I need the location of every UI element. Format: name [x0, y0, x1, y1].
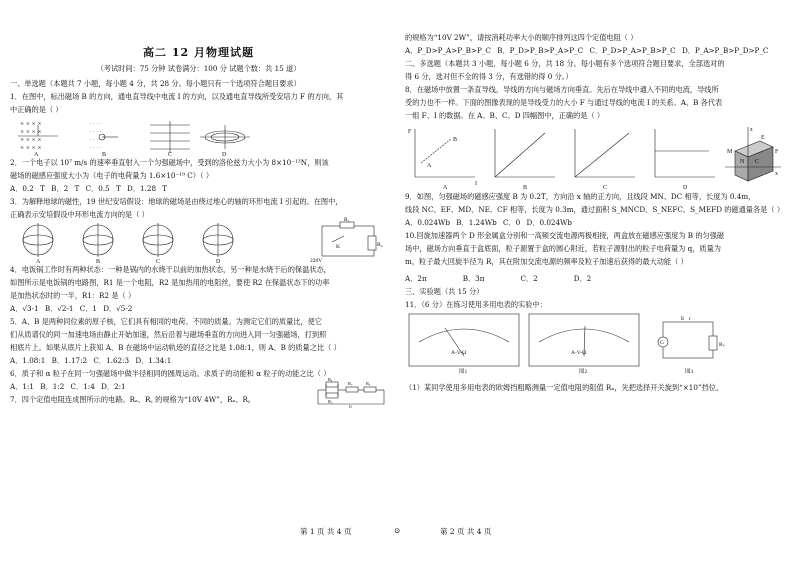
- q10-text-c: m，粒子最大回旋半径为 R，其在附加交流电源的频率及粒子加速后获得的最大动能（ ）: [405, 257, 688, 266]
- exam-title: 高二 12 月物理试题: [143, 46, 254, 59]
- q6-options: A．1:1 B．1:2 C．1:4 D．2:1: [10, 382, 126, 391]
- svg-text:· · · ·: · · · ·: [90, 137, 102, 143]
- q11-circuit-3: [658, 322, 717, 358]
- section-3-heading: 三、实验题（共 15 分）: [405, 287, 484, 296]
- page-divider-mark: ⊙: [394, 526, 401, 535]
- svg-text:· · · ·: · · · ·: [90, 121, 102, 127]
- q3-label-a: A: [36, 259, 41, 265]
- q11-meter-2: [529, 314, 639, 366]
- q9-label-x: x: [775, 171, 778, 177]
- page-2: [397, 0, 794, 561]
- svg-text:· · · ·: · · · ·: [90, 129, 102, 135]
- q4-voltage-label: 220V: [310, 258, 323, 264]
- q10-options: [405, 273, 784, 284]
- q4-text-c: 是加热状态时的一半，R1：R2 是（ ）: [10, 291, 136, 300]
- svg-text:× × × ×: × × × ×: [20, 129, 42, 135]
- q4-k-label: K: [336, 244, 340, 250]
- q3-globe-a: [23, 223, 53, 257]
- q8-text-a: 8．在磁场中放置一条直导线，导线的方向与磁场方向垂直。先后在导线中通入不同的电流，导线所: [405, 85, 719, 94]
- q4-text-a: 4．电饭锅工作时有两种状态：一种是锅内的水烧干以前的加热状态，另一种是水烧干后的保温状态，: [10, 265, 331, 274]
- page-1-footer: 第 1 页 共 4 页: [300, 527, 352, 536]
- q3-text-b: 正确表示安培假设中环形电流方向的是（ ）: [10, 210, 149, 219]
- q9-label-f: F: [775, 149, 779, 155]
- q5-text-c: 相底片上。如果从底片上获知 A、B 在磁场中运动轨迹的直径之比是 1.08:1，则 A、B 的质量之比（ ）: [10, 343, 341, 352]
- q10-option-b: B．3π: [462, 274, 485, 283]
- q3-figure: [10, 217, 386, 265]
- q1-option-b-figure: [90, 121, 118, 151]
- q1-text-a: 1．在图中，标出磁场 B 的方向，通电直导线中电流 I 的方向，以及通电直导线所受安培力 F 的方向，其: [10, 92, 344, 101]
- q7-text-a: 7．四个定值电阻连成图所示的电路。Rₐ、R꜀ 的规格为“10V 4W”，Rₐ、R꜀: [10, 395, 251, 404]
- q2-text-a: 2．一个电子以 10⁷ m/s 的速率垂直射入一个匀强磁场中，受到的洛伦兹力大小为 8×10⁻¹³N，则该: [10, 158, 329, 167]
- q11-label-e: E: [681, 316, 685, 322]
- q11-text-b: （1）某同学使用多用电表的欧姆挡粗略测量一定值电阻的阻值 Rₓ，先把选择开关旋到“×10”挡位，: [405, 383, 724, 392]
- q10-option-c: C．2: [520, 274, 538, 283]
- q10-option-a: A．2π: [405, 274, 427, 283]
- q11-caption-2: 图2: [579, 369, 588, 375]
- q8-point-a: A: [427, 163, 432, 169]
- q1-text-b: 中正确的是（ ）: [10, 105, 63, 114]
- page-2-footer: 第 2 页 共 4 页: [440, 527, 492, 536]
- q9-options: A．0.024Wb B．1.24Wb C．0 D．0.024Wb: [405, 218, 573, 227]
- q8-label-c: C: [603, 185, 608, 191]
- q9-label-m: M: [727, 149, 733, 155]
- q1-option-d-figure: [200, 125, 250, 149]
- svg-text:× × × ×: × × × ×: [20, 137, 42, 143]
- q5-options: A．1.08:1 B．1.17:2 C．1.62:3 D．1.34:1: [10, 356, 172, 365]
- q7-options: A．P_D>P_A>P_B>P_C B．P_D>P_B>P_A>P_C C．P_D>P_A>P_B>P_C D．P_A>P_B>P_D>P_C: [405, 46, 769, 55]
- q9-label-n: N: [740, 159, 745, 165]
- q9-label-e: E: [761, 135, 765, 141]
- q7-u-label: U: [349, 404, 353, 409]
- q2-text-b: 磁场的磁感应强度大小为（电子的电荷量为 1.6×10⁻¹⁹ C）（ ）: [10, 171, 214, 180]
- q11-label-r: r: [689, 316, 691, 322]
- q4-r1-label: R₁: [344, 217, 350, 223]
- q8-graph-c: [575, 129, 635, 177]
- q5-text-a: 5．A、B 是两种同位素的原子核，它们具有相同的电荷、不同的质量。为测定它们的质量比，使它: [10, 317, 323, 326]
- q8-text-b: 受的力也不一样。下面的图像表现的是导线受力的大小 F 与通过导线的电流 I 的关系。A、B 各代表: [405, 98, 723, 107]
- q10-option-d: D．2: [573, 274, 592, 283]
- q11-meter-1-label: A-V-Ω: [451, 350, 467, 356]
- section-2-heading-a: 二、多选题（本题共 3 小题，每小题 6 分，共 18 分。每小题有多个选项符合题目要求，全部选对的: [405, 59, 725, 68]
- q10-text-b: 场中，磁场方向垂直于盒底面，粒子源置于盒的圆心附近，若粒子源射出的粒子电荷量为 q，质量为: [405, 244, 721, 253]
- q1-label-a: A: [34, 152, 39, 158]
- svg-text:· · · ·: · · · ·: [90, 145, 102, 151]
- q1-option-c-figure: [150, 121, 190, 153]
- q9-label-z: z: [750, 127, 753, 133]
- q7-rc-label: R꜀: [348, 381, 353, 386]
- q8-axis-f: F: [408, 129, 412, 135]
- q11-caption-1: 图1: [459, 369, 468, 375]
- q1-label-c: C: [168, 152, 173, 158]
- q1-label-d: D: [222, 152, 227, 158]
- q11-meter-2-label: A-V-Ω: [571, 350, 587, 356]
- q8-figure: [405, 123, 783, 191]
- q8-point-b: B: [453, 137, 458, 143]
- q4-r2-label: R₂: [377, 242, 383, 248]
- q7-ra-label: Rₐ: [328, 377, 333, 382]
- q11-label-rs: Rₛ: [719, 342, 725, 348]
- q6-text: 6．质子和 α 粒子在同一匀强磁场中做半径相同的圆周运动。求质子的动能和 α 粒子的动能之比（ ）: [10, 369, 331, 378]
- q11-label-g: G: [660, 340, 664, 346]
- q8-label-d: D: [683, 185, 688, 191]
- q7-rd-label: Rₐ: [366, 381, 371, 386]
- q11-caption-3: 图3: [685, 369, 694, 375]
- q2-options: A．0.2 T B．2 T C．0.5 T D．1.28 T: [10, 184, 168, 193]
- svg-text:× × × ×: × × × ×: [20, 121, 42, 127]
- q11-meter-1: [409, 314, 519, 366]
- q1-figure: [10, 117, 386, 157]
- q7-rb-label: R꜀: [328, 399, 333, 404]
- q11-text-a: 11．（6 分）在练习使用多用电表的实验中：: [405, 300, 547, 309]
- q9-cube: [725, 127, 781, 181]
- q5-text-b: 们从质谱仪的同一加速电场由静止开始加速，然后沿着与磁场垂直的方向进入同一匀强磁场，打到照: [10, 330, 327, 339]
- q8-label-b: B: [523, 185, 528, 191]
- q1-option-a-figure: [18, 121, 58, 151]
- q9-text-a: 9．如图，匀强磁场的磁感应强度 B 为 0.2T，方向沿 x 轴的正方向，且线段 MN、DC 相等，长度为 0.4m，: [405, 192, 756, 201]
- q10-text-a: 10.回旋加速器两个 D 形金属盒分别和一高频交流电源两极相接，两盒放在磁感应强度为 B 的匀强磁: [405, 231, 725, 240]
- q3-globe-c: [143, 223, 173, 257]
- q7-text-b: 的规格为“10V 2W”，请按消耗功率大小的顺序排列这四个定值电阻（ ）: [405, 33, 638, 42]
- q8-label-a: A: [443, 185, 448, 191]
- q3-globe-b: [83, 223, 113, 257]
- q11-figure: [405, 312, 783, 374]
- q8-text-c: 一组 F、I 的数据。在 A、B、C、D 四幅图中，正确的是（ ）: [405, 111, 605, 120]
- q3-text-a: 3．为解释地球的磁性，19 世纪安培假设：地球的磁场是由绕过地心的轴的环形电流 I 引起的。在图中，: [10, 197, 343, 206]
- section-1-heading: 一、单选题（本题共 7 小题，每小题 4 分，共 28 分。每小题只有一个选项符合题目要求）: [10, 79, 301, 88]
- q4-options: A．√3-1 B．√2-1 C．1 D．√5-2: [10, 304, 133, 313]
- q7-circuit: [316, 378, 386, 408]
- q8-axis-i: I: [475, 181, 477, 187]
- q8-graph-b: [495, 129, 555, 177]
- q8-graph-d: [655, 129, 715, 177]
- section-2-heading-b: 得 6 分，选对但不全的得 3 分，有选错的得 0 分。）: [405, 72, 573, 81]
- q4-text-b: 如图所示是电饭锅的电路图，R1 是一个电阻，R2 是加热用的电阻丝，要使 R2 在保温状态下的功率: [10, 278, 330, 287]
- q1-label-b: B: [102, 152, 107, 158]
- q9-label-c: C: [755, 159, 760, 165]
- q3-label-b: B: [96, 259, 101, 265]
- q3-label-c: C: [156, 259, 161, 265]
- q3-globe-d: [203, 223, 233, 257]
- svg-text:× × × ×: × × × ×: [20, 145, 42, 151]
- exam-subtitle: （考试时间：75 分钟 试卷满分：100 分 试题个数：共 15 道）: [96, 64, 301, 73]
- q4-circuit: [322, 222, 376, 256]
- q3-label-d: D: [216, 259, 221, 265]
- q9-text-b: 线段 NC、EF、MD、NE、CF 相等，长度为 0.3m，通过面积 S_MNCD、S_NEFC、S_MEFD 的磁通量各是（ ）: [405, 205, 785, 214]
- q8-graph-a: [415, 129, 475, 177]
